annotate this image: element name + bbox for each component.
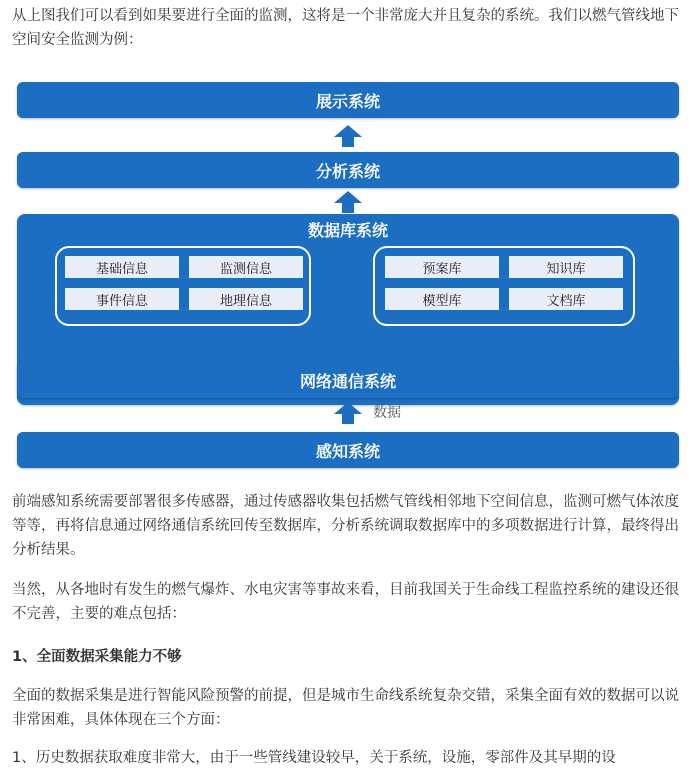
info-chip-event: 事件信息 <box>65 288 179 310</box>
info-chip-basic: 基础信息 <box>65 256 179 278</box>
info-chip-monitoring: 监测信息 <box>189 256 303 278</box>
library-group <box>373 246 635 326</box>
info-chip-geo: 地理信息 <box>189 288 303 310</box>
network-system-label: 网络通信系统 <box>299 371 396 391</box>
library-chip-knowledge: 知识库 <box>509 256 623 278</box>
library-chip-model: 模型库 <box>385 288 499 310</box>
network-system-bar <box>17 362 679 398</box>
sensing-system-label: 感知系统 <box>315 441 380 461</box>
database-system-title: 数据库系统 <box>307 221 388 240</box>
analysis-system-label: 分析系统 <box>315 161 380 181</box>
library-chip-document: 文档库 <box>509 288 623 310</box>
section-heading: 1、全面数据采集能力不够 <box>12 649 182 665</box>
up-arrow-icon <box>334 332 362 354</box>
up-arrow-icon <box>334 125 362 147</box>
display-system-bar <box>17 82 679 118</box>
paragraph-4: 1、历史数据获取难度非常大，由于一些管线建设较早，关于系统，设施，零部件及其早期的设 <box>12 750 616 766</box>
paragraph-2: 当然，从各地时有发生的燃气爆炸、水电灾害等事故来看，目前我国关于生命线工程监控系统的建设还很不完善，主要的难点包括： <box>12 582 679 622</box>
intro-paragraph: 从上图我们可以看到如果要进行全面的监测，这将是一个非常庞大并且复杂的系统。我们以燃气管线地下空间安全监测为例： <box>12 8 679 48</box>
data-arrow-label: 数据 <box>373 405 401 421</box>
sensing-system-bar <box>17 432 679 468</box>
analysis-system-bar <box>17 152 679 188</box>
library-chip-plan: 预案库 <box>385 256 499 278</box>
paragraph-1: 前端感知系统需要部署很多传感器，通过传感器收集包括燃气管线相邻地下空间信息，监测可燃气体浓度等等，再将信息通过网络通信系统回传至数据库，分析系统调取数据库中的多项数据进行计算，最终得出分析结果。 <box>12 494 679 558</box>
up-arrow-icon <box>334 191 362 213</box>
info-group <box>55 246 311 326</box>
up-arrow-icon <box>334 402 362 424</box>
system-architecture-diagram <box>0 70 696 470</box>
paragraph-3: 全面的数据采集是进行智能风险预警的前提，但是城市生命线系统复杂交错，采集全面有效的数据可以说非常困难，具体体现在三个方面： <box>12 688 679 728</box>
display-system-label: 展示系统 <box>315 91 380 111</box>
